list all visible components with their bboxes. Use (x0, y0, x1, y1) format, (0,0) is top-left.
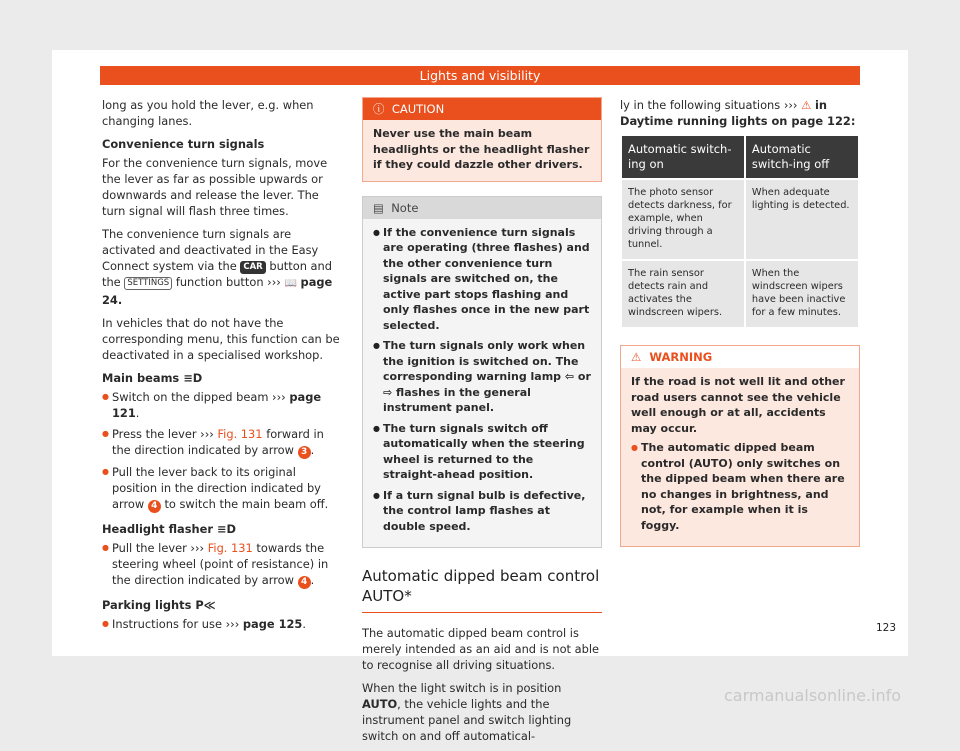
column-middle (362, 97, 602, 751)
warning-text: If the road is not well lit and other road users cannot see the vehicle well enough or at all, accidents may occur. (631, 375, 845, 435)
warning-box (620, 345, 860, 547)
watermark: carmanualsonline.info (724, 686, 902, 705)
main-bullet-3: ● Pull the lever back to its original position in the direction indicated by arrow 4 to switch the main beam off. (102, 464, 340, 513)
table-row (622, 259, 858, 327)
table-cell: The photo sensor detects darkness, for example, when driving through a tunnel. (622, 178, 744, 259)
table-header: Automatic switch-ing off (746, 136, 858, 178)
page-ref-24[interactable]: page 24. (102, 275, 333, 307)
flasher-title: Headlight flasher ≡D (102, 522, 236, 536)
chevron-icon: ››› (267, 275, 281, 289)
daytime-ref[interactable]: in Daytime running lights on page 122: (620, 98, 856, 128)
note-item: ● The turn signals only work when the ignition is switched on. The corresponding warning lamp ⇦ or ⇨ flashes in the general instrument panel. (373, 338, 591, 416)
page-header: Lights and visibility (100, 66, 860, 85)
warning-header: ⚠ WARNING (621, 346, 859, 368)
page-ref-125[interactable]: page 125 (242, 617, 303, 631)
convenience-title: Convenience turn signals (102, 137, 265, 151)
convenience-p1: For the convenience turn signals, move the lever as far as possible upwards or downwards and release the lever. The turn signal will flash three times. (102, 156, 328, 218)
info-circle-icon: ⓘ (373, 102, 385, 116)
note-body (363, 219, 601, 548)
note-item: ● If a turn signal bulb is defective, the control lamp flashes at double speed. (373, 488, 591, 535)
note-icon: ▤ (373, 200, 384, 215)
note-box (362, 196, 602, 549)
note-item: ● The turn signals switch off automatically when the steering wheel is returned to the straight-ahead position. (373, 421, 591, 483)
caution-header: ⓘ CAUTION (363, 98, 601, 120)
section-p1: The automatic dipped beam control is merely intended as an aid and is not able to recognise all driving situations. (362, 626, 600, 672)
warning-bullet: ● The automatic dipped beam control (AUTO) only switches on the dipped beam when there are no changes in brightness, and not, for example when it is foggy. (631, 440, 849, 533)
fig-131-link-2[interactable]: Fig. 131 (207, 541, 253, 555)
intro-text: long as you hold the lever, e.g. when changing lanes. (102, 98, 314, 128)
auto-label: AUTO (362, 697, 398, 711)
parking-title: Parking lights P≪ (102, 598, 216, 612)
fig-131-link[interactable]: Fig. 131 (217, 427, 263, 441)
column-right (620, 97, 860, 561)
table-header: Automatic switch-ing on (622, 136, 744, 178)
section-p2: When the light switch is in position AUTO, the vehicle lights and the instrument panel and switch lighting switch on and off automatical- (362, 681, 572, 743)
arrow-3-badge: 3 (298, 446, 311, 459)
caution-text: Never use the main beam headlights or the headlight flasher if they could dazzle other drivers. (363, 120, 601, 181)
flasher-icon: ≡D (216, 522, 236, 536)
convenience-p2: The convenience turn signals are activated and deactivated in the Easy Connect system via the CAR button and the SETTINGS function button ››› 📖 page 24. (102, 227, 333, 307)
car-key: CAR (240, 261, 265, 274)
note-header: ▤ Note (363, 197, 601, 219)
table-cell: When adequate lighting is detected. (746, 178, 858, 259)
main-beams-title: Main beams ≡D (102, 371, 203, 385)
main-beam-icon: ≡D (183, 371, 203, 385)
page-number: 123 (876, 622, 897, 634)
table-cell: The rain sensor detects rain and activates the windscreen wipers. (622, 259, 744, 327)
table-row (622, 178, 858, 259)
parking-bullet-1: ● Instructions for use ››› page 125. (102, 616, 340, 632)
warning-triangle-icon: ⚠ (631, 350, 642, 364)
table-cell: When the windscreen wipers have been inactive for a few minutes. (746, 259, 858, 327)
note-item: ● If the convenience turn signals are operating (three flashes) and the other convenience turn signals are switched on, the active part stops flashing and only flashes once in the new part selected. (373, 225, 591, 334)
page-ref-121[interactable]: page 121 (112, 390, 322, 420)
main-bullet-2: ● Press the lever ››› Fig. 131 forward in the direction indicated by arrow 3 . (102, 426, 340, 459)
convenience-p3: In vehicles that do not have the corresponding menu, this function can be deactivated in a specialised workshop. (102, 316, 340, 362)
switching-table (620, 136, 860, 327)
book-icon: 📖 (284, 278, 297, 289)
situations-intro: ly in the following situations ››› ⚠ in Daytime running lights on page 122: (620, 98, 856, 128)
flasher-bullet-1: ● Pull the lever ››› Fig. 131 towards the steering wheel (point of resistance) in the direction indicated by arrow 4 . (102, 540, 340, 589)
settings-key: SETTINGS (124, 277, 172, 290)
main-bullet-1: ● Switch on the dipped beam ››› page 121. (102, 389, 340, 421)
section-title: Automatic dipped beam control AUTO* (362, 566, 602, 613)
warning-triangle-icon: ⚠ (801, 98, 812, 112)
parking-light-icon: P≪ (195, 598, 216, 612)
arrow-4-badge: 4 (148, 500, 161, 513)
arrow-4-badge-2: 4 (298, 576, 311, 589)
caution-box (362, 97, 602, 182)
warning-body (621, 368, 859, 546)
column-left (102, 97, 340, 637)
